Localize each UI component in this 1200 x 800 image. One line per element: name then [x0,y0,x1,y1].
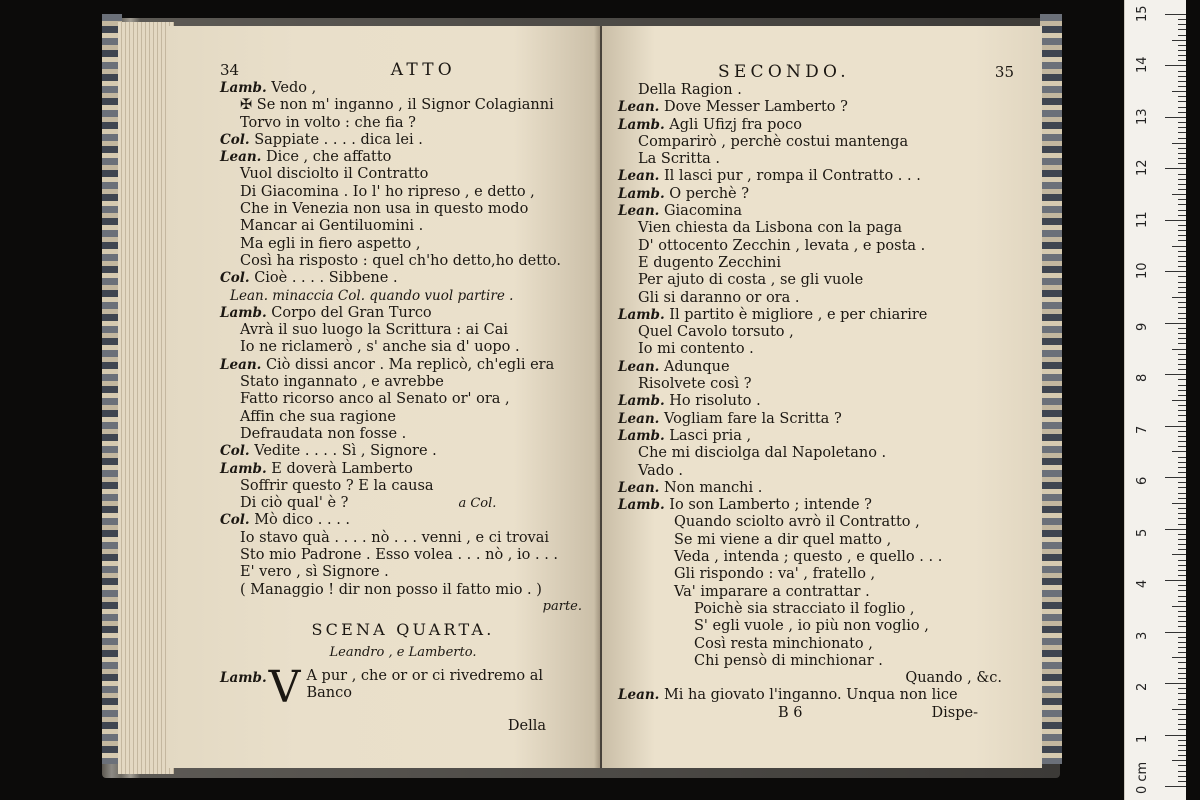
line-text: Mancar ai Gentiluomini . [240,218,424,235]
line-text: E dugento Zecchini [638,254,782,271]
speaker: Lamb. [220,460,267,477]
text-line [220,582,586,599]
ruler-tick [1165,735,1187,736]
ruler-tick [1165,426,1187,427]
line-text: Dice , che affatto [265,149,392,166]
text-line [220,339,586,356]
line-text: O perchè ? [669,185,749,202]
line-text: Io mi contento . [638,341,754,358]
text-line [220,461,586,478]
text-line [618,168,1022,185]
text-line [220,547,586,564]
text-line [220,409,586,426]
text-line [618,220,1022,237]
line-text: S' egli vuole , io più non voglio , [694,618,929,635]
text-line [618,584,1022,601]
speaker: Lamb. [618,393,665,410]
text-line [220,478,586,495]
speaker: Lamb. [220,80,267,96]
ruler-tick [1165,786,1187,787]
text-line [220,149,586,166]
text-line [618,549,1022,566]
speaker: Lean. [618,410,660,427]
text-line [220,115,586,132]
ruler-number: 0 cm [1135,761,1150,794]
line-text: Io stavo quà . . . . nò . . . venni , e ci trovai [240,529,550,546]
running-title: ATTO [390,60,456,80]
text-line [618,411,1022,428]
text-line [618,497,1022,514]
line-text: Che mi disciolga dal Napoletano . [638,445,887,462]
ruler-number: 8 [1135,373,1150,383]
line-text: Risolvete così ? [638,376,752,393]
text-line [618,290,1022,307]
line-text: Defraudata non fosse . [240,425,407,442]
line-text: Io son Lamberto ; intende ? [669,497,872,514]
text-line [618,82,1022,99]
line-text: Agli Ufizj fra poco [669,116,802,133]
scene-persons: Leandro , e Lamberto. [329,644,477,660]
line-text: Avrà il suo luogo la Scrittura : ai Cai [240,322,509,339]
speaker: Lean. [618,203,660,220]
text-line [220,184,586,201]
ruler-tick [1172,554,1187,555]
line-text: ( Managgio ! dir non posso il fatto mio . ) [240,581,542,598]
line-text: Va' imparare a contrattar . [674,583,870,600]
speaker: Lamb. [220,669,267,686]
text-line [220,236,586,253]
text-line [618,480,1022,497]
text-line [618,566,1022,583]
text-line [618,532,1022,549]
line-text: Stato ingannato , e avrebbe [240,374,444,391]
text-line [618,255,1022,272]
speaker: Lamb. [618,116,665,133]
line-text: Affin che sua ragione [240,408,396,425]
text-line [618,393,1022,410]
line-text: Vedo , [271,80,317,96]
ruler-number: 15 [1135,5,1150,22]
text-line [618,99,1022,116]
left-page-header [220,60,586,80]
text-line [220,495,586,512]
speaker: Col. [220,512,250,529]
text-line: A pur , che or or ci rivedremo al [306,667,543,684]
ruler-number: 6 [1135,476,1150,486]
speaker: Lean. [618,99,660,116]
line-text: Comparirò , perchè costui mantenga [638,133,909,150]
line-text: Io ne riclamerò , s' anche sia d' uopo . [240,339,520,356]
ruler-number: 4 [1135,579,1150,589]
text-line [618,463,1022,480]
line-text: Il lasci pur , rompa il Contratto . . . [663,168,921,185]
text-line [220,322,586,339]
ruler-tick [1165,65,1187,66]
ruler-tick [1165,374,1187,375]
page-footer [618,705,1022,721]
line-text: Lean. minaccia Col. quando vuol partire . [230,287,514,304]
ruler-number: 5 [1135,528,1150,537]
line-text: Della Ragion . [638,82,742,98]
text-line [618,514,1022,531]
signature-mark: B 6 [778,704,803,721]
text-line [220,530,586,547]
ruler-tick [1172,760,1187,761]
ruler-tick [1165,580,1187,581]
line-text: Poichè sia stracciato il foglio , [694,600,915,617]
ruler-tick [1165,529,1187,530]
ruler-tick [1172,503,1187,504]
ruler-tick [1172,297,1187,298]
line-text: Ma egli in fiero aspetto , [240,235,421,252]
line-text: Quando , &c. [905,670,1002,687]
line-text: Per ajuto di costa , se gli vuole [638,272,864,289]
text-line [220,357,586,374]
text-line [220,201,586,218]
line-text: Vedite . . . . Sì , Signore . [254,443,437,460]
line-text: Cioè . . . . Sibbene . [254,270,398,287]
line-text: Mò dico . . . . [254,512,351,529]
text-line [618,324,1022,341]
line-text: Ciò dissi ancor . Ma replicò, ch'egli era [265,356,555,373]
line-text: Che in Venezia non usa in questo modo [240,201,529,218]
line-text: Fatto ricorso anco al Senato or' ora , [240,391,510,408]
text-line [220,218,586,235]
text-line [618,618,1022,635]
line-text: D' ottocento Zecchin , levata , e posta . [638,237,926,254]
speaker: Lean. [618,358,660,375]
text-line [618,307,1022,324]
line-text: Sto mio Padrone . Esso volea . . . nò , io . . . [240,547,559,564]
line-text: Dove Messer Lamberto ? [663,99,848,116]
line-text: Vado . [638,462,684,479]
speaker: Lean. [618,687,660,704]
text-line: Banco [306,684,352,701]
line-text: Gli rispondo : va' , fratello , [674,566,876,583]
running-title: SECONDO. [718,62,850,82]
stage-direction: parte. [542,598,582,614]
speaker: Lean. [220,356,262,373]
ruler-tick [1165,477,1187,478]
ruler-number: 10 [1135,262,1150,280]
ruler-tick [1172,709,1187,710]
ruler-number: 7 [1135,425,1150,434]
line-text: Il partito è migliore , e per chiarire [669,306,928,323]
line-text: Gli si daranno or ora . [638,289,800,306]
text-line [618,117,1022,134]
ruler-number: 12 [1135,159,1150,177]
line-text: Così resta minchionato , [694,635,873,652]
line-text: Mi ha giovato l'inganno. Unqua non lice [663,687,958,704]
text-line [618,376,1022,393]
ruler-number: 9 [1135,322,1150,331]
ruler-tick [1172,400,1187,401]
line-text: Ho risoluto . [669,393,761,410]
text-line [618,272,1022,289]
line-text: Non manchi . [663,479,763,496]
line-text: Lasci pria , [669,427,752,444]
ruler-number: 3 [1135,631,1150,640]
ruler-tick [1172,194,1187,195]
line-text: Così ha risposto : quel ch'ho detto,ho detto. [240,252,561,269]
line-text: Torvo in volto : che fia ? [240,114,416,131]
text-line [618,238,1022,255]
ruler-tick [1165,632,1187,633]
ruler-number: 11 [1135,211,1150,228]
text-line [618,359,1022,376]
line-text: ✠ Se non m' inganno , il Signor Colagianni [240,97,554,114]
speaker: Lamb. [618,185,665,202]
text-line [220,391,586,408]
text-line [220,270,586,287]
text-line [220,288,586,305]
speaker: Col. [220,131,250,148]
left-page-text [220,80,586,599]
text-line [220,253,586,270]
cover-edge-right [1040,14,1062,764]
ruler-tick [1172,349,1187,350]
ruler-tick [1172,451,1187,452]
text-line [618,134,1022,151]
right-page [602,26,1042,768]
ruler-number: 1 [1135,734,1150,743]
line-text: Veda , intenda ; questo , e quello . . . [674,549,943,566]
ruler-tick [1165,683,1187,684]
text-line [618,653,1022,670]
line-text: Corpo del Gran Turco [271,304,432,321]
ruler-number: 14 [1135,56,1150,74]
ruler-tick [1165,271,1187,272]
text-line [220,564,586,581]
ruler-tick [1172,606,1187,607]
ruler-tick [1172,91,1187,92]
text-line [220,426,586,443]
line-text: Quel Cavolo torsuto , [638,324,794,341]
text-line [618,428,1022,445]
text-line [220,374,586,391]
line-text: Soffrir questo ? E la causa [240,477,434,494]
text-line [220,80,586,97]
line-text: Se mi viene a dir quel matto , [674,531,892,548]
ruler-tick [1165,14,1187,15]
ruler-edge [1186,0,1200,800]
line-text: Giacomina [663,203,743,220]
speaker: Lean. [618,168,660,185]
text-line [618,687,1022,704]
line-text: Di ciò qual' è ? [240,495,349,512]
scene-heading: SCENA QUARTA. [311,619,495,639]
aside-direction: a Col. [458,496,497,512]
ruler-number: 13 [1135,108,1150,125]
line-text: E' vero , sì Signore . [240,564,389,581]
text-line [220,166,586,183]
text-line [618,186,1022,203]
text-line [618,445,1022,462]
page-number: 34 [220,61,240,79]
ruler-tick [1172,143,1187,144]
speaker: Lamb. [618,497,665,514]
page-edges [118,22,174,774]
speaker: Col. [220,443,250,460]
ruler-tick [1172,246,1187,247]
line-text: Vogliam fare la Scritta ? [663,410,842,427]
catchword: Della [507,717,546,734]
speaker: Lean. [220,149,262,166]
text-line [618,203,1022,220]
line-text: E doverà Lamberto [271,460,413,477]
drop-cap: V [268,661,301,713]
ruler-tick [1165,323,1187,324]
text-line [618,670,1022,687]
catchword: Dispe- [931,704,978,721]
ruler-tick [1172,657,1187,658]
ruler-number: 2 [1135,682,1150,692]
ruler-tick [1172,40,1187,41]
text-line [618,341,1022,358]
line-text: Chi pensò di minchionar . [694,652,883,669]
text-line [618,601,1022,618]
line-text: Di Giacomina . Io l' ho ripreso , e detto , [240,183,535,200]
text-line [220,97,586,114]
text-line [220,443,586,460]
speaker: Lean. [618,479,660,496]
line-text: Adunque [663,358,730,375]
page-number: 35 [994,63,1014,81]
left-page [168,26,600,768]
measurement-ruler [1124,0,1187,800]
text-line [618,151,1022,168]
text-line [220,132,586,149]
speaker: Lamb. [618,427,665,444]
line-text: Sappiate . . . . dica lei . [254,131,423,148]
text-line [618,636,1022,653]
text-line [220,512,586,529]
speaker: Col. [220,270,250,287]
right-page-text [618,82,1022,705]
right-page-header [618,62,1022,82]
speaker: Lamb. [220,304,267,321]
scene-opening [220,661,586,713]
line-text: La Scritta . [638,151,721,168]
ruler-tick [1165,168,1187,169]
ruler-tick [1165,220,1187,221]
line-text: Quando sciolto avrò il Contratto , [674,514,920,531]
speaker: Lamb. [618,306,665,323]
line-text: Vuol disciolto il Contratto [240,166,429,183]
line-text: Vien chiesta da Lisbona con la paga [638,220,902,237]
ruler-tick [1165,117,1187,118]
text-line [220,305,586,322]
